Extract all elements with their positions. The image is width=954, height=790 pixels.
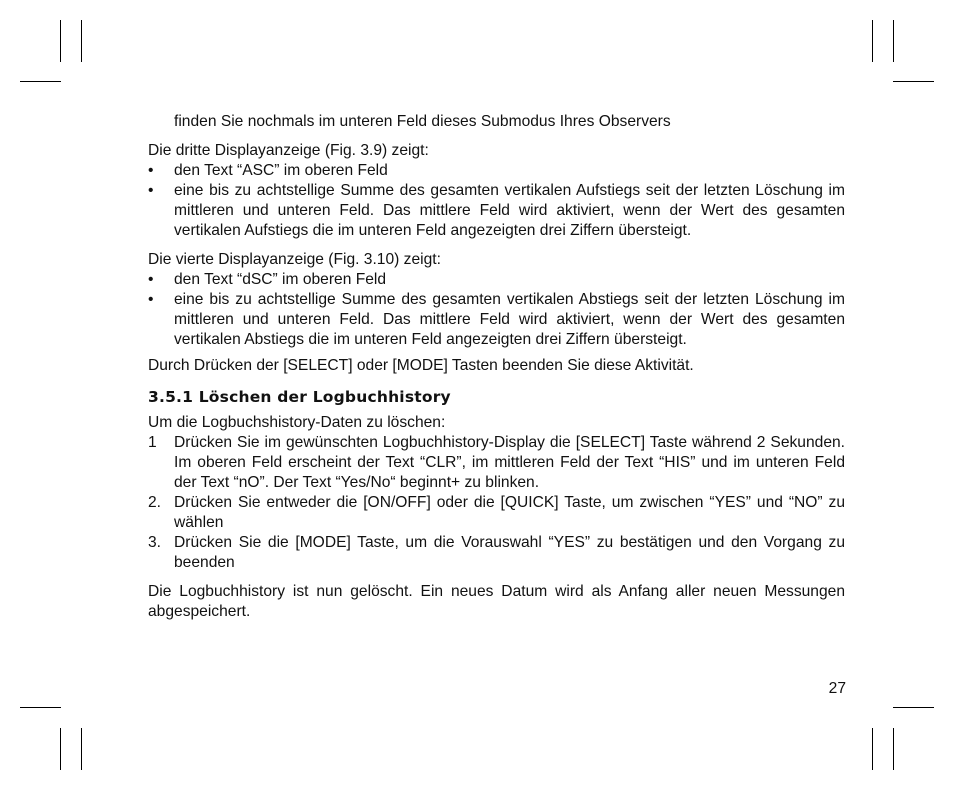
crop-mark-top-right-vertical-inner bbox=[872, 20, 873, 62]
crop-mark-bottom-right-vertical-outer bbox=[893, 728, 894, 770]
list-item bbox=[148, 161, 845, 181]
fourth-display-bullet-list bbox=[148, 270, 845, 350]
delete-steps-list bbox=[148, 433, 845, 573]
bullet-marker: • bbox=[148, 162, 154, 179]
step-number: 2. bbox=[148, 494, 162, 511]
crop-mark-top-right-vertical-outer bbox=[893, 20, 894, 62]
crop-mark-bottom-right-vertical-inner bbox=[872, 728, 873, 770]
list-item-text: Drücken Sie entweder die [ON/OFF] oder die [QUICK] Taste, um zwischen “YES” und “NO” zu wählen bbox=[174, 494, 845, 531]
exit-paragraph: Durch Drücken der [SELECT] oder [MODE] Tasten beenden Sie diese Aktivität. bbox=[148, 357, 694, 374]
list-item-text: den Text “ASC” im oberen Feld bbox=[174, 162, 388, 179]
page-body bbox=[148, 112, 845, 622]
list-item bbox=[148, 270, 845, 290]
list-item-text: den Text “dSC” im oberen Feld bbox=[174, 271, 387, 288]
crop-mark-bottom-left-vertical-inner bbox=[81, 728, 82, 770]
crop-mark-top-left-vertical-outer bbox=[60, 20, 61, 62]
step-number: 1 bbox=[148, 434, 157, 451]
crop-mark-bottom-left-horizontal bbox=[20, 707, 61, 708]
crop-mark-top-right-horizontal bbox=[893, 81, 934, 82]
third-display-bullet-list bbox=[148, 161, 845, 241]
page-number: 27 bbox=[828, 680, 846, 697]
list-item bbox=[148, 181, 845, 241]
list-item-text: Drücken Sie die [MODE] Taste, um die Vorauswahl “YES” zu bestätigen und den Vorgang zu beenden bbox=[174, 534, 845, 571]
list-item bbox=[148, 493, 845, 533]
intro-paragraph: finden Sie nochmals im unteren Feld dieses Submodus Ihres Observers bbox=[174, 113, 671, 130]
third-display-lead: Die dritte Displayanzeige (Fig. 3.9) zeigt: bbox=[148, 142, 429, 159]
list-item bbox=[148, 533, 845, 573]
step-number: 3. bbox=[148, 534, 162, 551]
list-item-text: Drücken Sie im gewünschten Logbuchhistory-Display die [SELECT] Taste während 2 Sekunden. Im oberen Feld erscheint der Text “CLR”, im mittleren Feld der Text “HIS” und im unteren Feld der Text “nO”. Der Text “Yes/No“ beginnt+ zu blinken. bbox=[174, 434, 845, 491]
bullet-marker: • bbox=[148, 291, 154, 308]
delete-lead: Um die Logbuchshistory-Daten zu löschen: bbox=[148, 414, 446, 431]
list-item-text: eine bis zu achtstellige Summe des gesamten vertikalen Abstiegs seit der letzten Löschung im mittleren und unteren Feld. Das mittlere Feld wird aktiviert, wenn der Wert des gesamten vertikalen Abstiegs die im unteren Feld angezeigten drei Ziffern übersteigt. bbox=[174, 291, 845, 348]
crop-mark-top-left-horizontal bbox=[20, 81, 61, 82]
crop-mark-bottom-left-vertical-outer bbox=[60, 728, 61, 770]
closing-paragraph: Die Logbuchhistory ist nun gelöscht. Ein neues Datum wird als Anfang aller neuen Messungen abgespeichert. bbox=[148, 583, 845, 620]
fourth-display-lead: Die vierte Displayanzeige (Fig. 3.10) zeigt: bbox=[148, 251, 441, 268]
list-item bbox=[148, 290, 845, 350]
bullet-marker: • bbox=[148, 271, 154, 288]
section-heading: 3.5.1 Löschen der Logbuchhistory bbox=[148, 388, 451, 406]
list-item bbox=[148, 433, 845, 493]
bullet-marker: • bbox=[148, 182, 154, 199]
list-item-text: eine bis zu achtstellige Summe des gesamten vertikalen Aufstiegs seit der letzten Löschung im mittleren und unteren Feld. Das mittlere Feld wird aktiviert, wenn der Wert des gesamten vertikalen Aufstiegs die im unteren Feld angezeigten drei Ziffern übersteigt. bbox=[174, 182, 845, 239]
crop-mark-bottom-right-horizontal bbox=[893, 707, 934, 708]
crop-mark-top-left-vertical-inner bbox=[81, 20, 82, 62]
